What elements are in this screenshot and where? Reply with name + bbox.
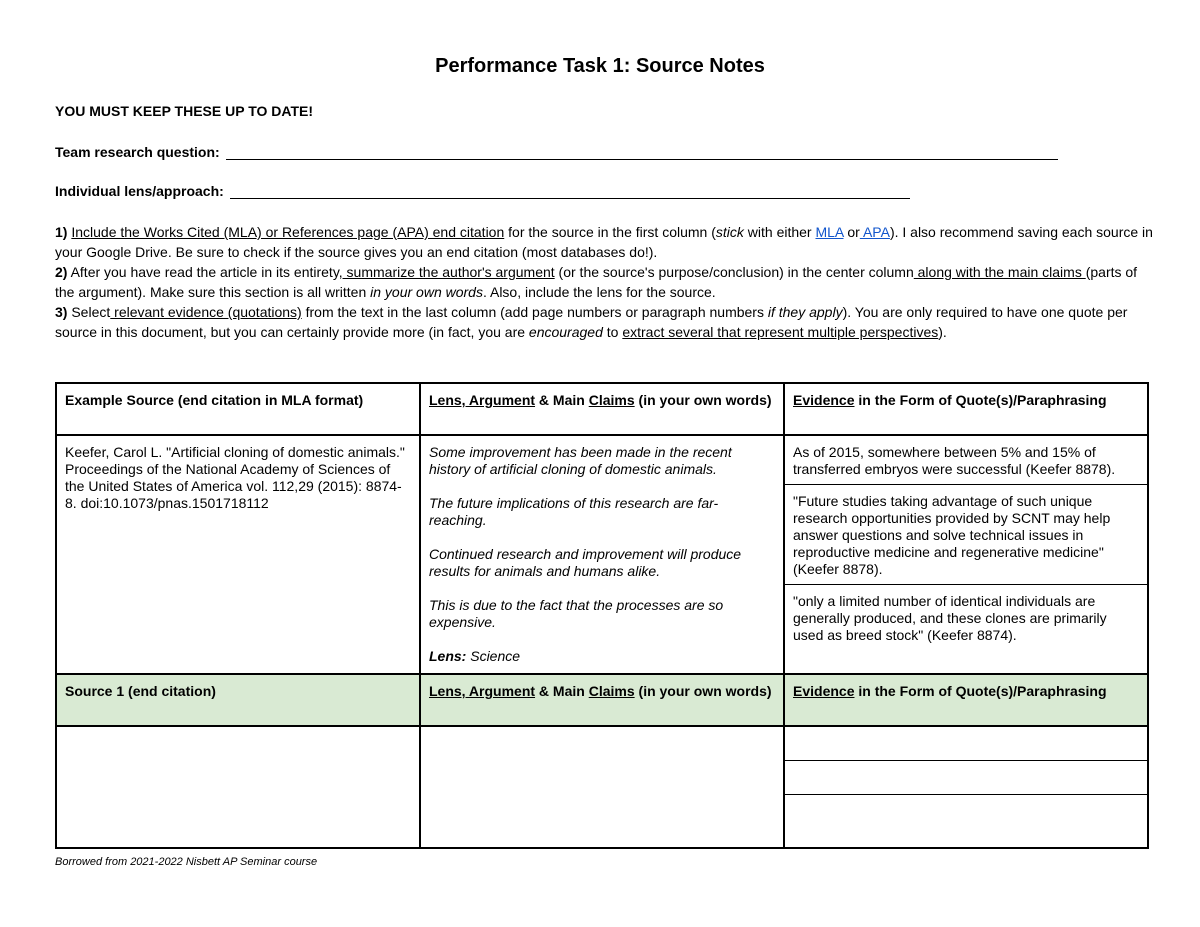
- source1-header-row: [56, 674, 1148, 726]
- evidence-slot[interactable]: [785, 795, 1147, 847]
- example-header-row: [56, 383, 1148, 435]
- example-claims: [420, 435, 784, 674]
- evidence-slot[interactable]: [785, 761, 1147, 795]
- instruction-step-3: 3) Select relevant evidence (quotations) from the text in the last column (add page numbers or paragraph numbers if they apply). You are only required to have one quote per source in this document, but you can certainly provide more (in fact, you are encouraged to extract several that represent multiple perspectives).: [55, 304, 1128, 340]
- evidence-slot[interactable]: [785, 727, 1147, 761]
- source1-col2-header: Lens, Argument & Main Claims (in your own words): [420, 674, 784, 726]
- example-col1-header: Example Source (end citation in MLA format): [56, 383, 420, 435]
- evidence-item: As of 2015, somewhere between 5% and 15% of transferred embryos were successful (Keefer 8878).: [785, 436, 1147, 485]
- source1-claims-cell[interactable]: [420, 726, 784, 848]
- example-citation: Keefer, Carol L. "Artificial cloning of domestic animals." Proceedings of the National Academy of Sciences of the United States of America vol. 112,29 (2015): 8874-8. doi:10.1073/pnas.1501718112: [56, 435, 420, 674]
- mla-link[interactable]: MLA: [815, 224, 844, 240]
- claim-item: Some improvement has been made in the recent history of artificial cloning of domestic animals.: [429, 444, 732, 477]
- source1-col3-header: Evidence in the Form of Quote(s)/Paraphrasing: [784, 674, 1148, 726]
- team-question-blank[interactable]: [226, 145, 1058, 160]
- source1-evidence-cell: [784, 726, 1148, 848]
- claim-item: The future implications of this research are far-reaching.: [429, 495, 719, 528]
- example-col2-header: Lens, Argument & Main Claims (in your own words): [420, 383, 784, 435]
- instructions: [55, 222, 1155, 342]
- claim-item: Continued research and improvement will produce results for animals and humans alike.: [429, 546, 742, 579]
- team-question-field: [55, 144, 1058, 160]
- instruction-step-2: 2) After you have read the article in its entirety, summarize the author's argument (or the source's purpose/conclusion) in the center column along with the main claims (parts of the argument). Make sure this section is all written in your own words. Also, include the lens for the source.: [55, 264, 1138, 300]
- footer-credit: Borrowed from 2021-2022 Nisbett AP Seminar course: [55, 856, 318, 868]
- claim-item: This is due to the fact that the processes are so expensive.: [429, 597, 724, 630]
- source-notes-table: [55, 382, 1149, 849]
- example-lens: Lens: Science: [429, 648, 521, 664]
- warning-text: YOU MUST KEEP THESE UP TO DATE!: [55, 103, 314, 119]
- lens-field: [55, 183, 910, 199]
- example-row: [56, 435, 1148, 674]
- page-title: Performance Task 1: Source Notes: [435, 55, 765, 77]
- example-evidence: [784, 435, 1148, 674]
- apa-link[interactable]: APA: [859, 224, 890, 240]
- example-col3-header: Evidence in the Form of Quote(s)/Paraphrasing: [784, 383, 1148, 435]
- source1-col1-header: Source 1 (end citation): [56, 674, 420, 726]
- source1-citation-cell[interactable]: [56, 726, 420, 848]
- lens-blank[interactable]: [230, 184, 910, 199]
- evidence-item: "only a limited number of identical individuals are generally produced, and these clones are primarily used as breed stock" (Keefer 8874).: [793, 593, 1107, 643]
- lens-label: Individual lens/approach:: [55, 183, 224, 199]
- team-question-label: Team research question:: [55, 144, 220, 160]
- evidence-item: "Future studies taking advantage of such unique research opportunities provided by SCNT may help answer questions and solve technical issues in reproductive medicine and regenerative medicine" (Keefer 8878).: [785, 485, 1147, 585]
- end-citation-link[interactable]: Include the Works Cited (MLA) or References page (APA) end citation: [71, 224, 505, 240]
- instruction-step-1: 1) Include the Works Cited (MLA) or References page (APA) end citation for the source in the first column (stick with either MLA or APA). I also recommend saving each source in your Google Drive. Be sure to check if the source gives you an end citation (most databases do!).: [55, 224, 1153, 260]
- source1-row: [56, 726, 1148, 848]
